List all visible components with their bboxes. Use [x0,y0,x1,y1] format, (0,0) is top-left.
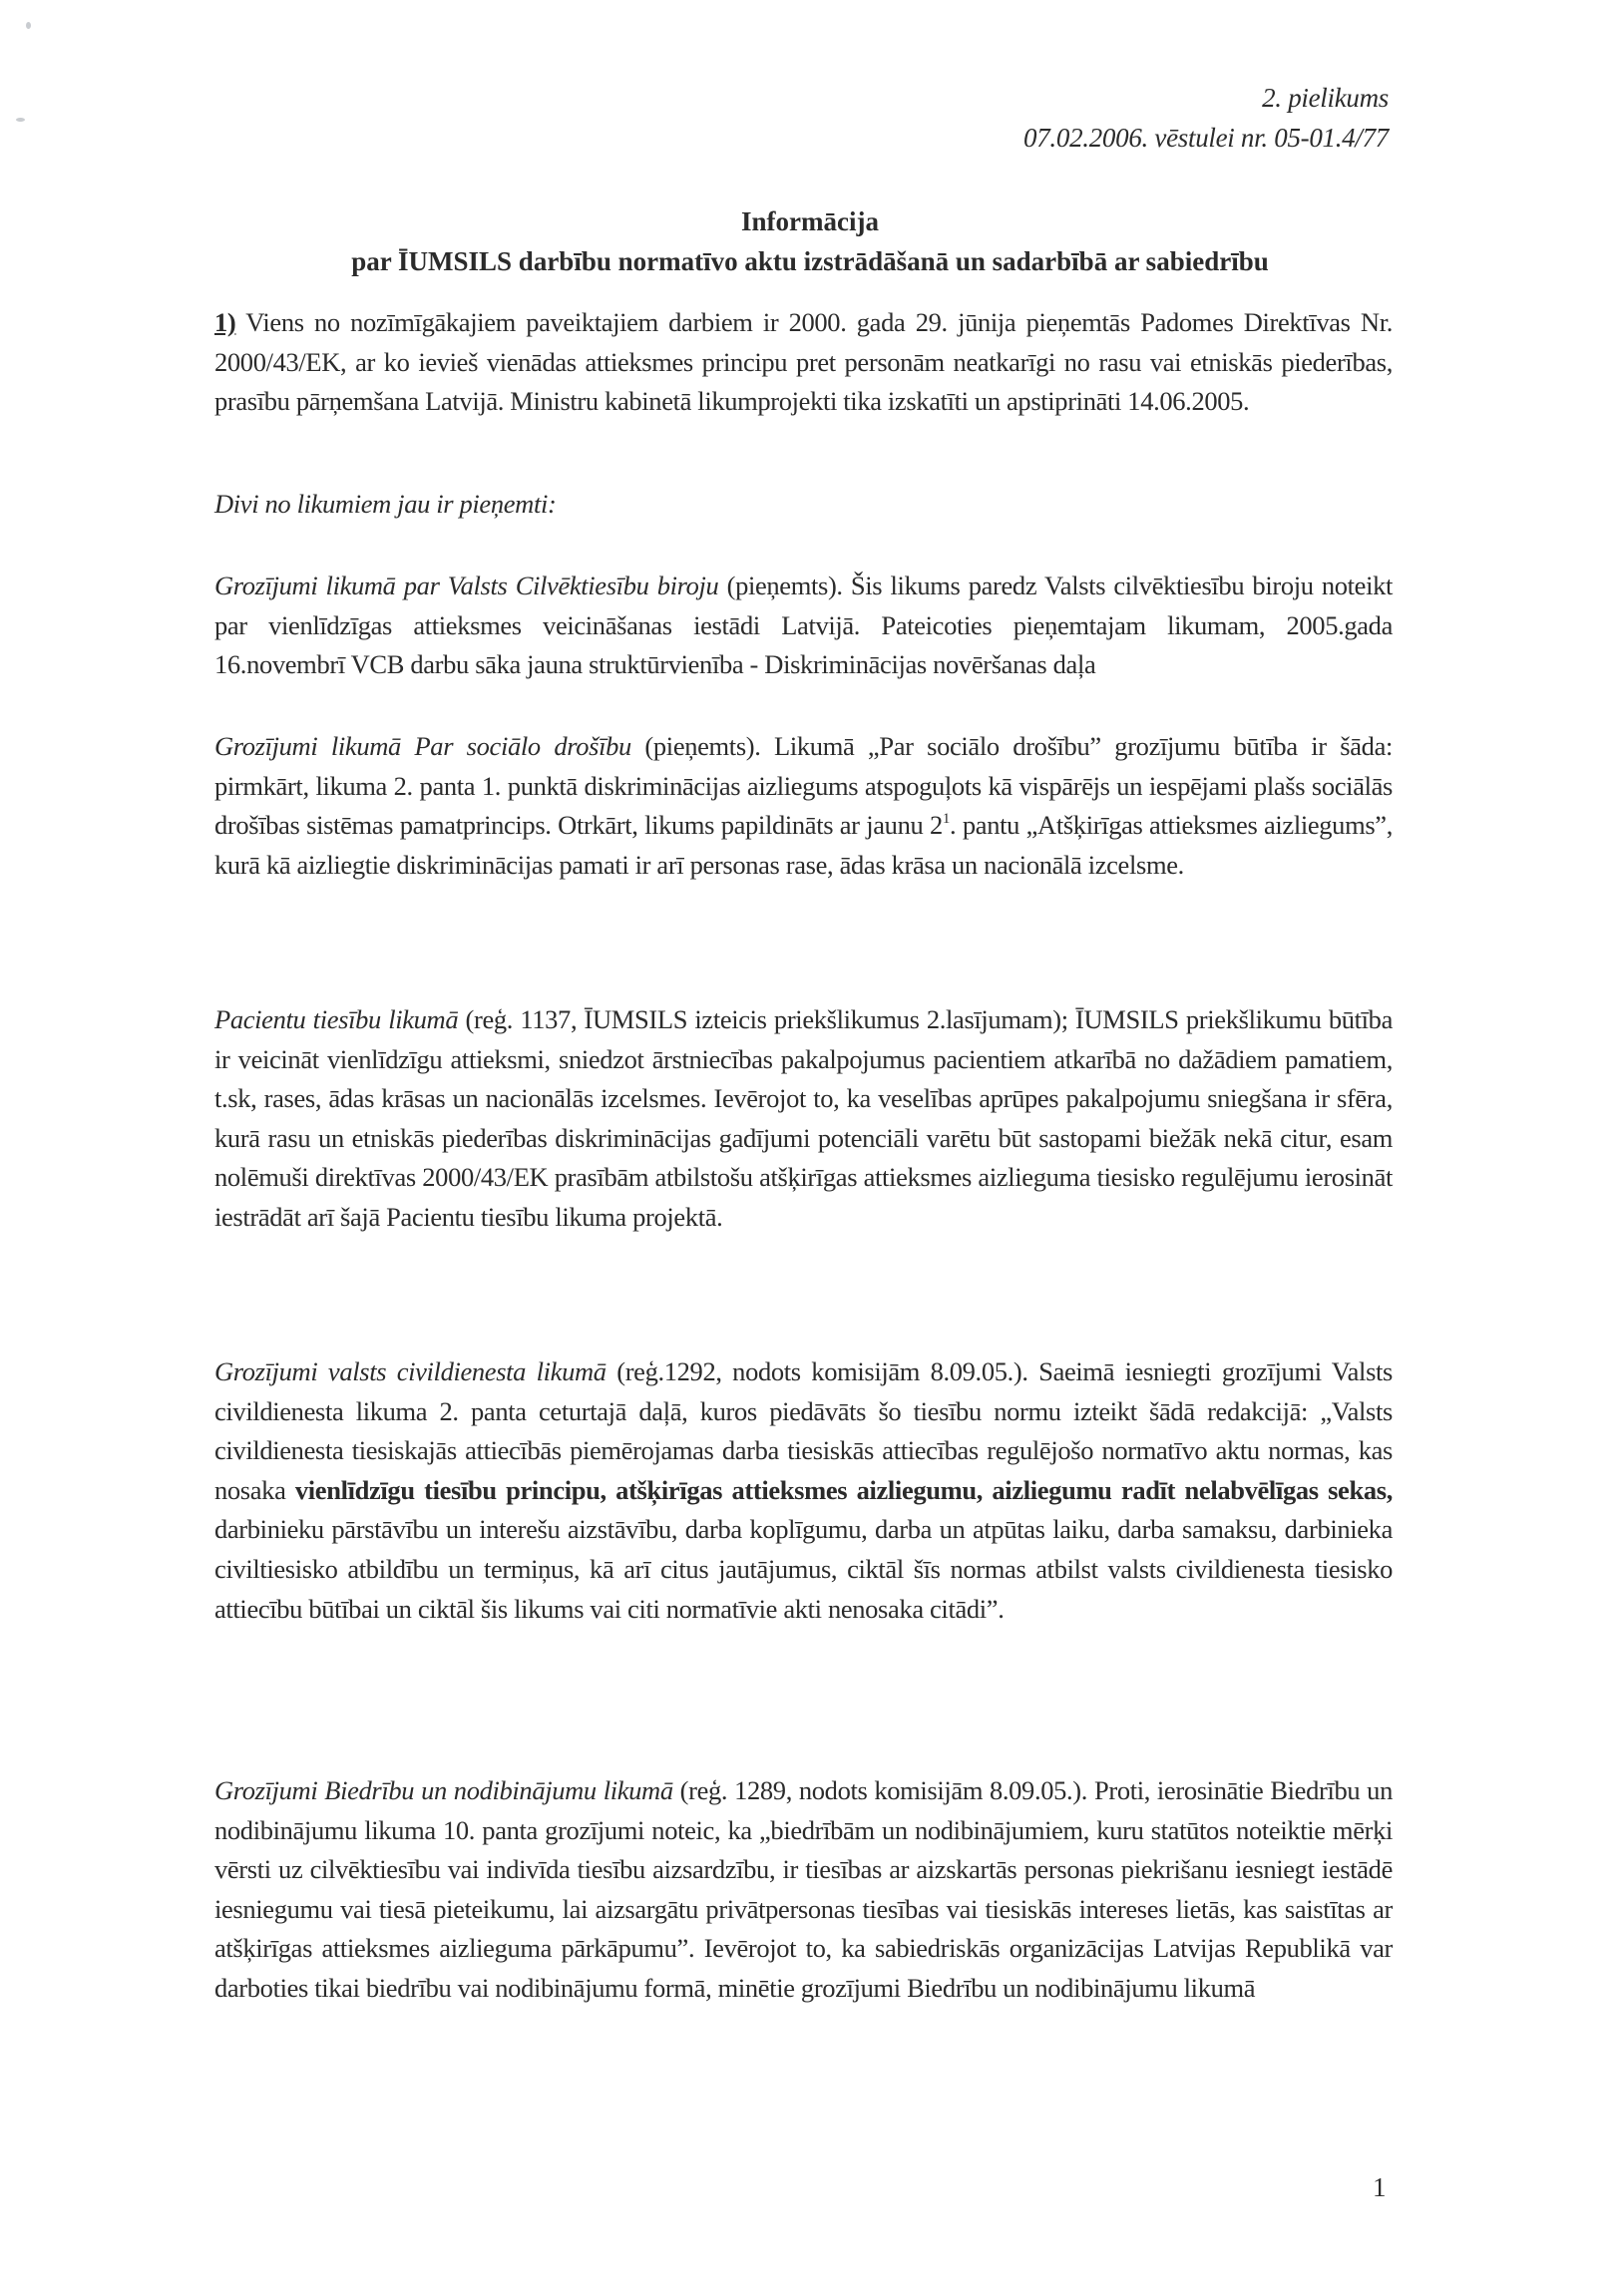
document-title [0,201,1620,281]
law-paragraph [214,1771,1393,2009]
scan-artifact [16,118,25,122]
section-1-text: Viens no nozīmīgākajiem paveiktajiem darbiem ir 2000. gada 29. jūnija pieņemtās Padomes Direktīvas Nr. 2000/43/EK, ar ko ievieš vienādas attieksmes principu pret personām neatkarīgi no rasu vai etniskās piederības, prasību pārņemšana Latvijā. Ministru kabinetā likumprojekti tika izskatīti un apstiprināti 14.06.2005. [214,307,1393,417]
law-text: (reģ. 1137, ĪUMSILS izteicis priekšlikumus 2.lasījumam); ĪUMSILS priekšlikumu būtība ir veicināt vienlīdzīgu attieksmi, sniedzot ārstniecības pakalpojumus pacientiem atkarībā no dažādiem pamatiem, t.sk, rases, ādas krāsas un nacionālās izcelsmes. Ievērojot to, ka veselības aprūpes pakalpojumu sniegšana ir sfēra, kurā rasu un etniskās piederības diskriminācijas gadījumi potenciāli varētu būt sastopami biežāk nekā citur, esam nolēmuši direktīvas 2000/43/EK prasībām atbilstošu atšķirīgas attieksmes aizlieguma tiesisko regulējumu ierosināt iestrādāt arī šajā Pacientu tiesību likuma projektā. [214,1004,1393,1232]
annex-label: 2. pielikums [1262,83,1389,113]
page-number: 1 [1373,2172,1387,2202]
law-title: Grozījumi likumā Par sociālo drošību [214,731,631,761]
scan-artifact [26,22,31,29]
law-paragraph [214,727,1393,885]
superscript: 1 [942,811,951,828]
emphasized-text: vienlīdzīgu tiesību principu, atšķirīgas attieksmes aizliegumu, aizliegumu radīt nelabvēlīgas sekas, [294,1474,1393,1505]
law-title: Pacientu tiesību likumā [214,1004,459,1034]
law-title: Grozījumi likumā par Valsts Cilvēktiesību biroju [214,571,719,600]
letter-reference: 07.02.2006. vēstulei nr. 05-01.4/77 [1023,123,1389,153]
law-text-continued: . pantu „Atšķirīgas attieksmes aizliegums”, kurā kā aizliegtie diskriminācijas pamati ir arī personas rase, ādas krāsa un nacionālā izcelsme. [214,810,1393,880]
law-text: (pieņemts). Šis likums paredz Valsts cilvēktiesību biroju noteikt par vienlīdzīgas attieksmes veicināšanas iestādi Latvijā. Pateicoties pieņemtajam likumam, 2005.gada 16.novembrī VCB darbu sāka jauna struktūrvienība - Diskriminācijas novēršanas daļa [214,571,1393,680]
section-1-paragraph [214,303,1393,422]
title-line-2: par ĪUMSILS darbību normatīvo aktu izstrādāšanā un sadarbībā ar sabiedrību [351,246,1269,276]
law-text: (reģ.1292, nodots komisijām 8.09.05.). Saeimā iesniegti grozījumi Valsts civildienesta likuma 2. panta ceturtajā daļā, kuros piedāvāts šo tiesību normu izteikt šādā redakcijā: „Valsts civildienesta tiesiskajās attiecībās piemērojamas darba tiesiskās attiecības regulējošo normatīvo aktu normas, kas nosaka [214,1356,1394,1505]
adopted-laws-heading-text: Divi no likumiem jau ir pieņemti: [214,489,557,519]
adopted-laws-heading [214,485,1393,525]
law-text-continued: darbinieku pārstāvību un interešu aizstāvību, darba koplīgumu, darba un atpūtas laiku, darba samaksu, darbinieka civiltiesisko atbildību un termiņus, kā arī citus jautājumus, ciktāl šīs normas atbilst valsts civildienesta tiesisko attiecību būtībai un ciktāl šis likums vai citi normatīvie akti nenosaka citādi”. [214,1514,1393,1624]
law-title: Grozījumi Biedrību un nodibinājumu likumā [214,1775,673,1805]
title-line-1: Informācija [741,206,879,236]
law-title: Grozījumi valsts civildienesta likumā [214,1356,607,1386]
document-header [1023,78,1389,158]
law-text: (reģ. 1289, nodots komisijām 8.09.05.). Proti, ierosinātie Biedrību un nodibinājumu likuma 10. panta grozījumi noteic, ka „biedrībām un nodibinājumiem, kuru statūtos noteiktie mērķi vērsti uz cilvēktiesību vai indivīda tiesību aizsardzību, ir tiesības ar aizskartās personas piekrišanu iesniegt iestādē iesniegumu vai tiesā pieteikumu, lai aizsargātu privātpersonas tiesības vai tiesiskās intereses lietās, kas saistītas ar atšķirīgas attieksmes aizlieguma pārkāpumu”. Ievērojot to, ka sabiedriskās organizācijas Latvijas Republikā var darboties tikai biedrību vai nodibinājumu formā, minētie grozījumi Biedrību un nodibinājumu likumā [214,1775,1393,2003]
law-text: (pieņemts). Likumā „Par sociālo drošību” grozījumu būtība ir šāda: pirmkārt, likuma 2. panta 1. punktā diskriminācijas aizliegums atspoguļots kā vispārējs un iespējami plašs sociālās drošības sistēmas pamatprincips. Otrkārt, likums papildināts ar jaunu 2 [214,731,1393,841]
law-paragraph [214,1352,1393,1629]
law-paragraph [214,1000,1393,1238]
section-number: 1) [214,307,236,337]
law-paragraph [214,567,1393,685]
